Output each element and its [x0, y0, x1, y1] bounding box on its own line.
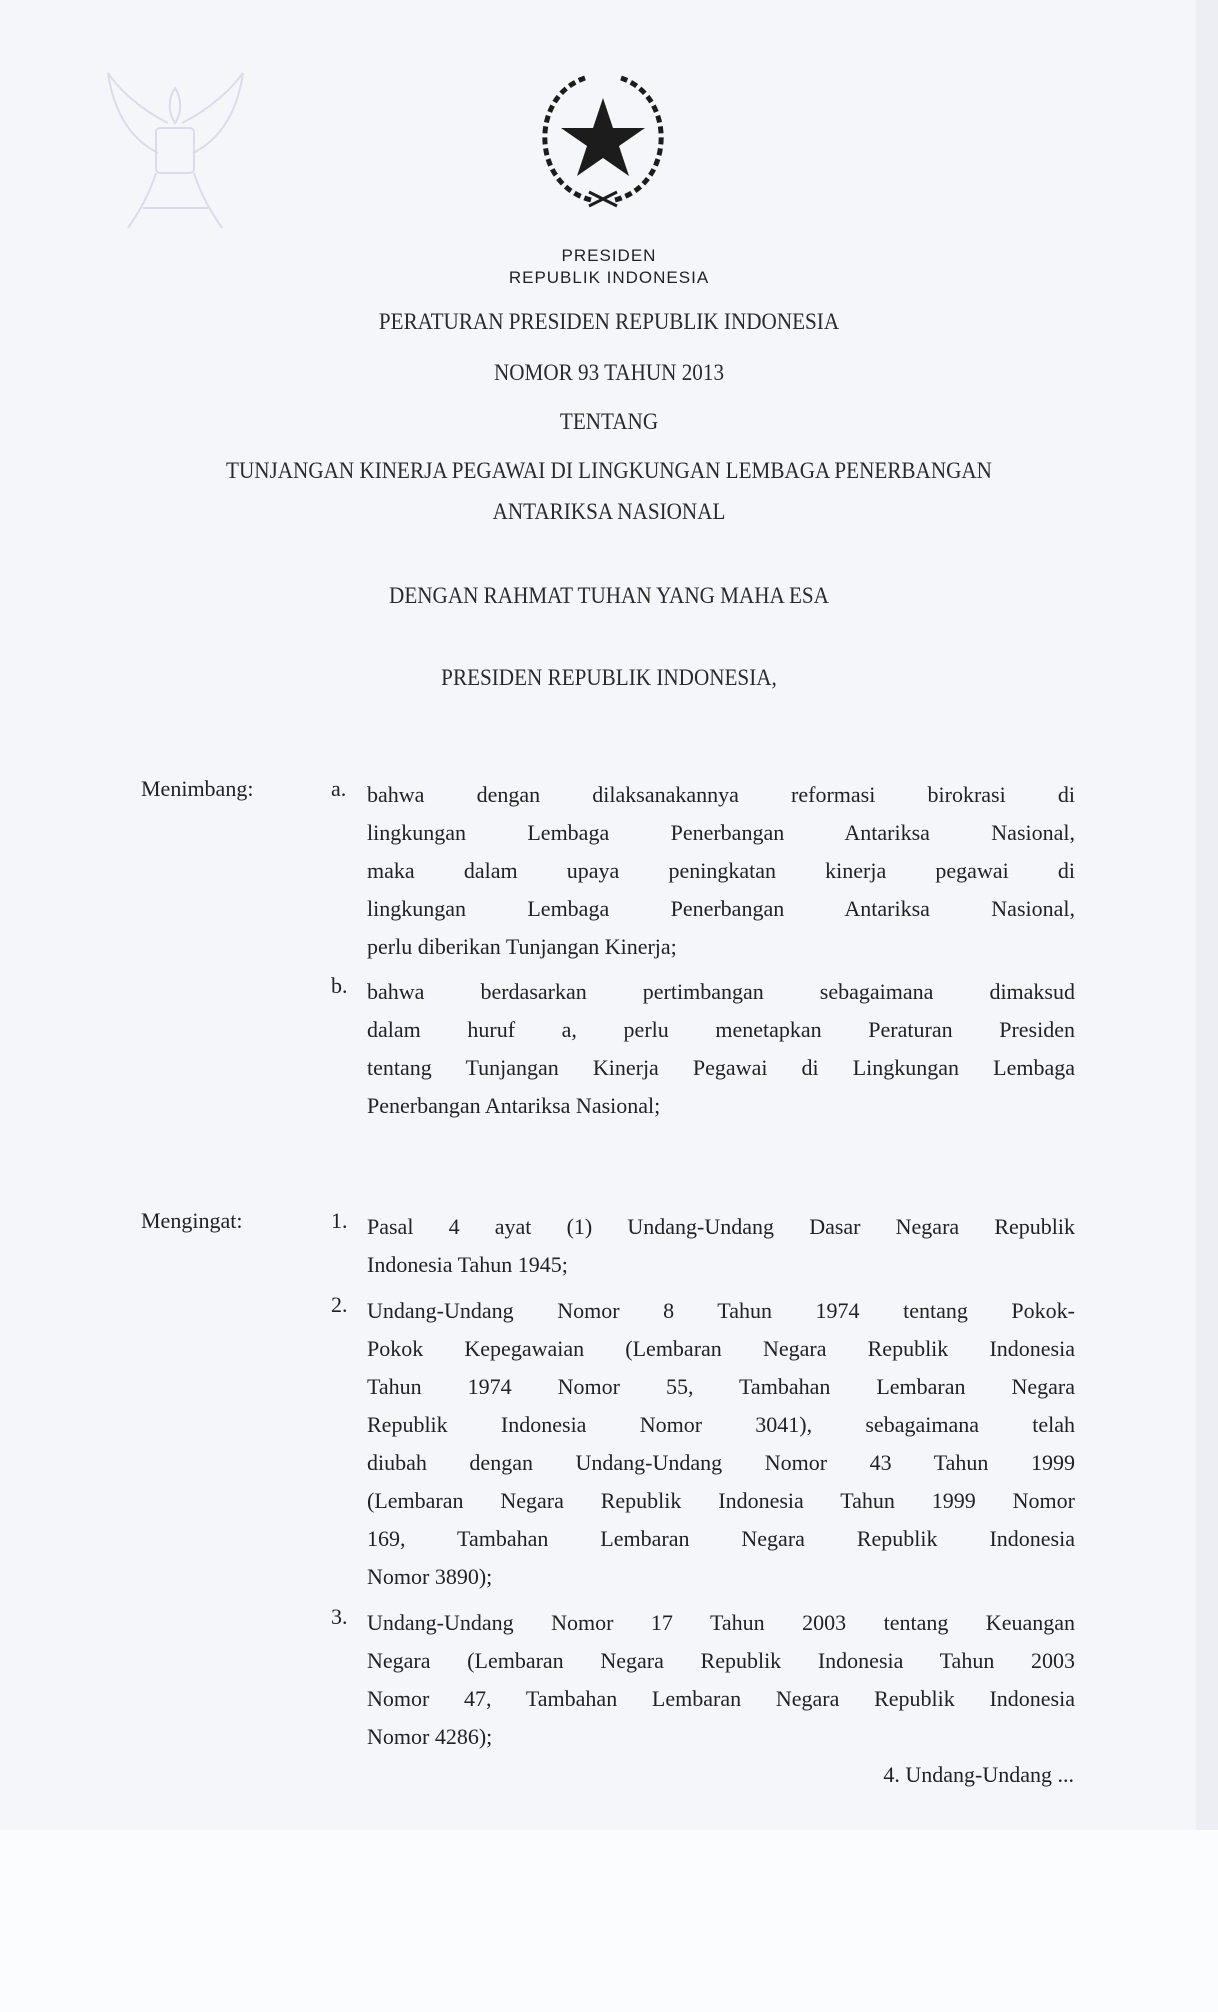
presidential-emblem-icon — [533, 72, 673, 212]
text-line: 169, Tambahan Lembaran Negara Republik Indonesia — [367, 1526, 1075, 1551]
text-line: Nomor 3890); — [367, 1564, 493, 1589]
text-line: lingkungan Lembaga Penerbangan Antariksa Nasional, — [367, 896, 1075, 921]
subject-line-2: ANTARIKSA NASIONAL — [492, 499, 726, 524]
text-line: Pokok Kepegawaian (Lembaran Negara Republik Indonesia — [367, 1336, 1075, 1361]
continuation-catchword: 4. Undang-Undang ... — [883, 1762, 1074, 1787]
item-marker: a. — [331, 776, 347, 801]
issuer: PRESIDEN REPUBLIK INDONESIA, — [441, 665, 777, 690]
text-line: Indonesia Tahun 1945; — [367, 1252, 568, 1277]
mengingat-list — [331, 1208, 1075, 1764]
text-line: Undang-Undang Nomor 8 Tahun 1974 tentang Pokok- — [367, 1298, 1075, 1323]
menimbang-item — [331, 776, 1075, 966]
garuda-watermark-icon — [98, 68, 253, 238]
text-line: lingkungan Lembaga Penerbangan Antariksa Nasional, — [367, 820, 1075, 845]
text-line: Nomor 47, Tambahan Lembaran Negara Republik Indonesia — [367, 1686, 1075, 1711]
text-line: Pasal 4 ayat (1) Undang-Undang Dasar Negara Republik — [367, 1214, 1075, 1239]
text-line: Penerbangan Antariksa Nasional; — [367, 1093, 661, 1118]
item-marker: 1. — [331, 1208, 348, 1233]
subject-line-1: TUNJANGAN KINERJA PEGAWAI DI LINGKUNGAN LEMBAGA PENERBANGAN — [226, 458, 992, 483]
text-line: bahwa berdasarkan pertimbangan sebagaimana dimaksud — [367, 979, 1075, 1004]
text-line: (Lembaran Negara Republik Indonesia Tahun 1999 Nomor — [367, 1488, 1075, 1513]
document-number: NOMOR 93 TAHUN 2013 — [493, 360, 725, 385]
text-line: Nomor 4286); — [367, 1724, 493, 1749]
mengingat-item — [331, 1292, 1075, 1596]
about-heading: TENTANG — [559, 409, 659, 434]
text-line: Republik Indonesia Nomor 3041), sebagaimana telah — [367, 1412, 1075, 1437]
office-line-1: PRESIDEN — [561, 246, 657, 265]
menimbang-list — [331, 776, 1075, 1132]
text-line: dalam huruf a, perlu menetapkan Peraturan Presiden — [367, 1017, 1075, 1042]
mengingat-item — [331, 1208, 1075, 1284]
mengingat-item — [331, 1604, 1075, 1756]
document-title: PERATURAN PRESIDEN REPUBLIK INDONESIA — [378, 309, 840, 334]
menimbang-item — [331, 973, 1075, 1125]
text-line: diubah dengan Undang-Undang Nomor 43 Tahun 1999 — [367, 1450, 1075, 1475]
text-line: Undang-Undang Nomor 17 Tahun 2003 tentang Keuangan — [367, 1610, 1075, 1635]
office-line-2: REPUBLIK INDONESIA — [508, 268, 710, 287]
item-marker: 2. — [331, 1292, 348, 1317]
invocation: DENGAN RAHMAT TUHAN YANG MAHA ESA — [389, 583, 829, 608]
text-line: Tahun 1974 Nomor 55, Tambahan Lembaran Negara — [367, 1374, 1075, 1399]
text-line: Negara (Lembaran Negara Republik Indonesia Tahun 2003 — [367, 1648, 1075, 1673]
item-marker: b. — [331, 973, 348, 998]
mengingat-label: Mengingat: — [141, 1208, 243, 1233]
text-line: perlu diberikan Tunjangan Kinerja; — [367, 934, 677, 959]
item-marker: 3. — [331, 1604, 348, 1629]
text-line: maka dalam upaya peningkatan kinerja pegawai di — [367, 858, 1075, 883]
text-line: bahwa dengan dilaksanakannya reformasi birokrasi di — [367, 782, 1075, 807]
text-line: tentang Tunjangan Kinerja Pegawai di Lingkungan Lembaga — [367, 1055, 1075, 1080]
menimbang-label: Menimbang: — [141, 776, 254, 801]
page-bottom-margin — [0, 1830, 1218, 2012]
